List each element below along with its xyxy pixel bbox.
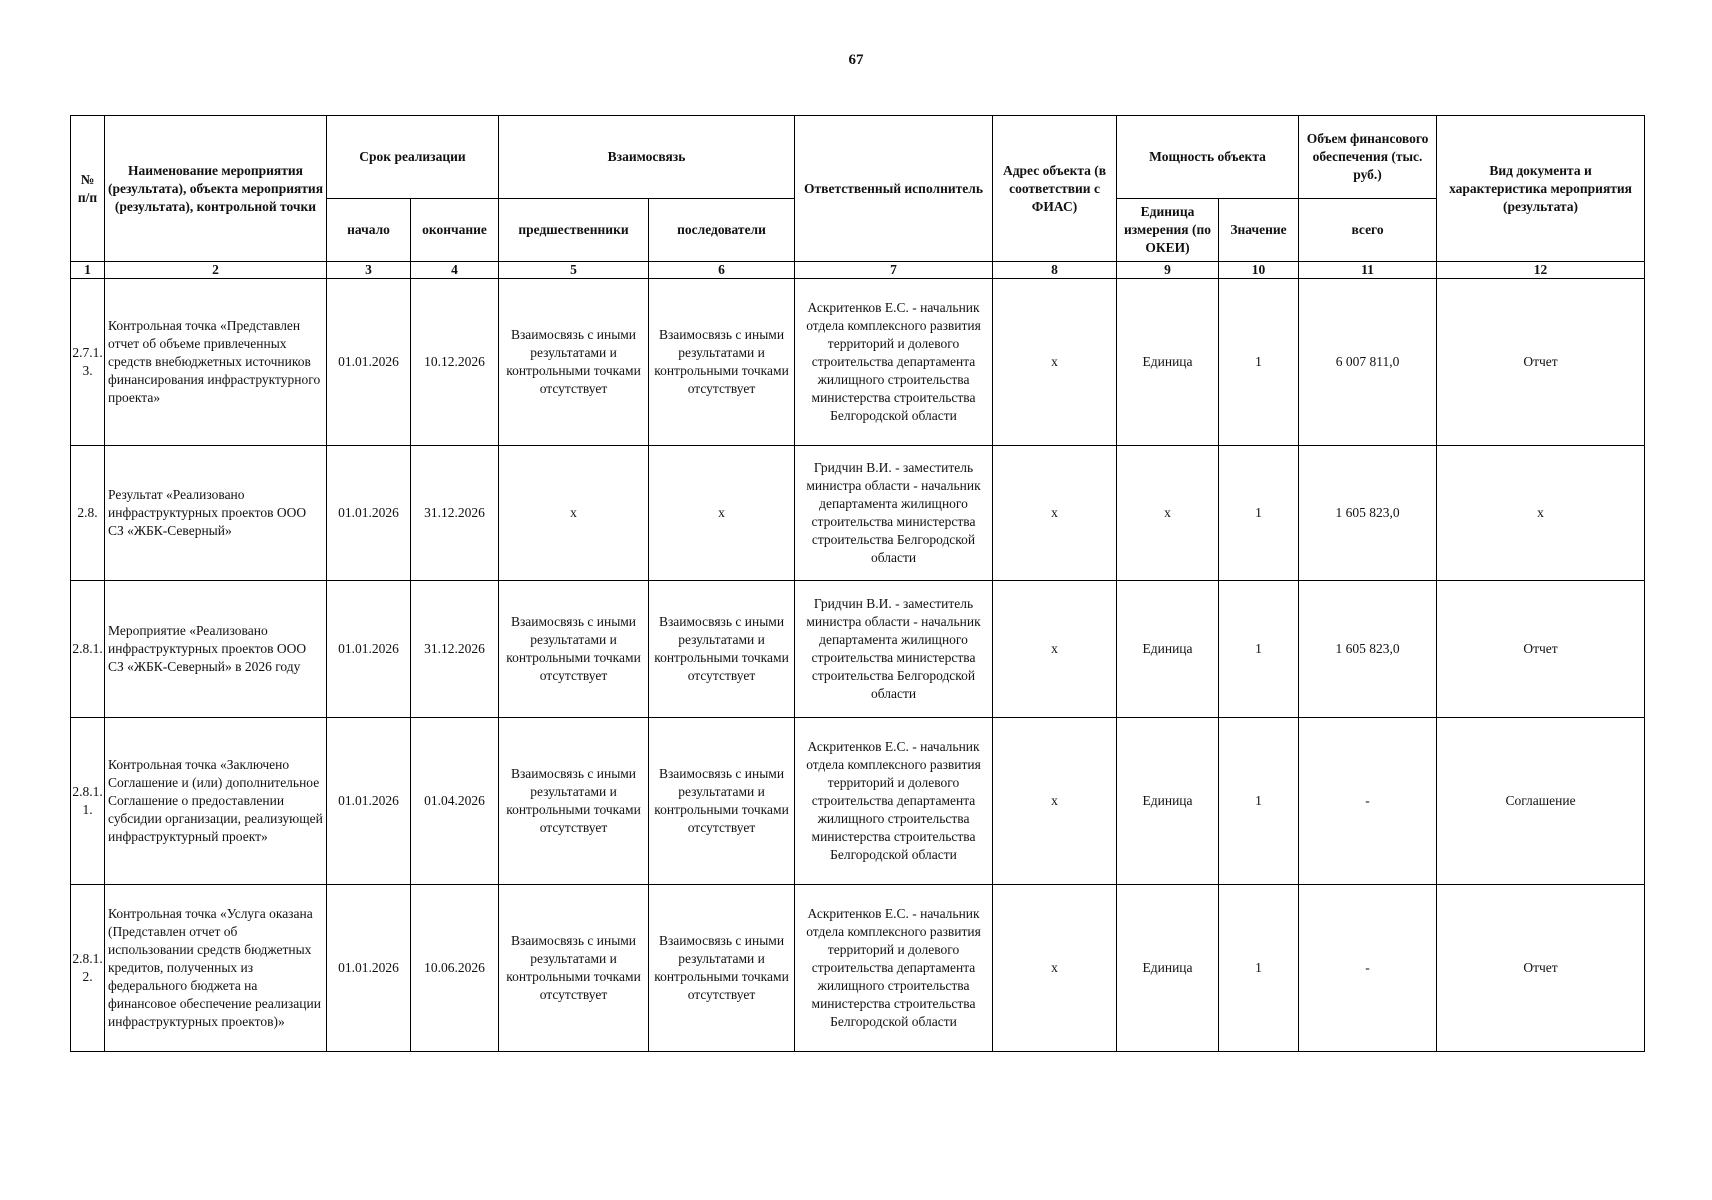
row-successors: Взаимосвязь с иными результатами и контрольными точками отсутствует: [649, 581, 795, 718]
row-value: 1: [1219, 581, 1299, 718]
header-num: № п/п: [71, 116, 105, 262]
table-row: [71, 279, 1645, 446]
row-responsible: Гридчин В.И. - заместитель министра области - начальник департамента жилищного строительства министерства строительства Белгородской области: [795, 446, 993, 581]
col-number: 6: [649, 262, 795, 279]
row-number: 2.8.1.2.: [71, 885, 105, 1052]
row-responsible: Аскритенков Е.С. - начальник отдела комплексного развития территорий и долевого строительства департамента жилищного строительства министерства строительства Белгородской области: [795, 279, 993, 446]
col-number: 4: [411, 262, 499, 279]
row-start: 01.01.2026: [327, 885, 411, 1052]
row-unit: х: [1117, 446, 1219, 581]
row-end: 10.12.2026: [411, 279, 499, 446]
row-value: 1: [1219, 446, 1299, 581]
row-total: -: [1299, 718, 1437, 885]
row-total: 6 007 811,0: [1299, 279, 1437, 446]
row-doc: х: [1437, 446, 1645, 581]
row-address: х: [993, 446, 1117, 581]
row-doc: Отчет: [1437, 581, 1645, 718]
row-value: 1: [1219, 279, 1299, 446]
row-start: 01.01.2026: [327, 718, 411, 885]
row-end: 31.12.2026: [411, 581, 499, 718]
row-name: Результат «Реализовано инфраструктурных проектов ООО СЗ «ЖБК-Северный»: [105, 446, 327, 581]
row-end: 10.06.2026: [411, 885, 499, 1052]
row-number: 2.8.1.: [71, 581, 105, 718]
row-number: 2.7.1.3.: [71, 279, 105, 446]
row-unit: Единица: [1117, 718, 1219, 885]
col-number: 7: [795, 262, 993, 279]
row-start: 01.01.2026: [327, 279, 411, 446]
row-end: 01.04.2026: [411, 718, 499, 885]
row-value: 1: [1219, 718, 1299, 885]
col-number: 2: [105, 262, 327, 279]
row-start: 01.01.2026: [327, 446, 411, 581]
row-name: Контрольная точка «Заключено Соглашение и (или) дополнительное Соглашение о предоставлении субсидии организации, реализующей инфраструктурный проект»: [105, 718, 327, 885]
row-predecessors: Взаимосвязь с иными результатами и контрольными точками отсутствует: [499, 581, 649, 718]
row-start: 01.01.2026: [327, 581, 411, 718]
header-doc: Вид документа и характеристика мероприятия (результата): [1437, 116, 1645, 262]
row-predecessors: Взаимосвязь с иными результатами и контрольными точками отсутствует: [499, 718, 649, 885]
header-start: начало: [327, 199, 411, 262]
col-number: 8: [993, 262, 1117, 279]
row-total: 1 605 823,0: [1299, 581, 1437, 718]
header-unit: Единица измерения (по ОКЕИ): [1117, 199, 1219, 262]
header-funding: Объем финансового обеспечения (тыс. руб.): [1299, 116, 1437, 199]
row-number: 2.8.1.1.: [71, 718, 105, 885]
row-number: 2.8.: [71, 446, 105, 581]
row-address: х: [993, 718, 1117, 885]
row-predecessors: х: [499, 446, 649, 581]
header-name: Наименование мероприятия (результата), объекта мероприятия (результата), контрольной точки: [105, 116, 327, 262]
row-successors: х: [649, 446, 795, 581]
row-unit: Единица: [1117, 279, 1219, 446]
table-row: [71, 446, 1645, 581]
row-doc: Соглашение: [1437, 718, 1645, 885]
row-successors: Взаимосвязь с иными результатами и контрольными точками отсутствует: [649, 718, 795, 885]
row-total: 1 605 823,0: [1299, 446, 1437, 581]
table-row: [71, 581, 1645, 718]
header-row: [71, 116, 1645, 199]
row-successors: Взаимосвязь с иными результатами и контрольными точками отсутствует: [649, 279, 795, 446]
page-number: 67: [848, 52, 864, 68]
row-address: х: [993, 581, 1117, 718]
col-number: 11: [1299, 262, 1437, 279]
header-responsible: Ответственный исполнитель: [795, 116, 993, 262]
row-value: 1: [1219, 885, 1299, 1052]
table-row: [71, 885, 1645, 1052]
row-responsible: Аскритенков Е.С. - начальник отдела комплексного развития территорий и долевого строительства департамента жилищного строительства министерства строительства Белгородской области: [795, 718, 993, 885]
row-address: х: [993, 885, 1117, 1052]
header-total: всего: [1299, 199, 1437, 262]
header-value: Значение: [1219, 199, 1299, 262]
row-responsible: Аскритенков Е.С. - начальник отдела комплексного развития территорий и долевого строительства департамента жилищного строительства министерства строительства Белгородской области: [795, 885, 993, 1052]
header-capacity: Мощность объекта: [1117, 116, 1299, 199]
row-address: х: [993, 279, 1117, 446]
row-unit: Единица: [1117, 581, 1219, 718]
col-number: 12: [1437, 262, 1645, 279]
col-number: 3: [327, 262, 411, 279]
col-number: 1: [71, 262, 105, 279]
row-successors: Взаимосвязь с иными результатами и контрольными точками отсутствует: [649, 885, 795, 1052]
row-name: Контрольная точка «Представлен отчет об объеме привлеченных средств внебюджетных источников финансирования инфраструктурного проекта»: [105, 279, 327, 446]
row-unit: Единица: [1117, 885, 1219, 1052]
table-row: [71, 718, 1645, 885]
row-name: Мероприятие «Реализовано инфраструктурных проектов ООО СЗ «ЖБК-Северный» в 2026 году: [105, 581, 327, 718]
row-responsible: Гридчин В.И. - заместитель министра области - начальник департамента жилищного строительства министерства строительства Белгородской области: [795, 581, 993, 718]
row-name: Контрольная точка «Услуга оказана (Представлен отчет об использовании средств бюджетных кредитов, полученных из федерального бюджета на финансовое обеспечение реализации инфраструктурных проектов)»: [105, 885, 327, 1052]
header-end: окончание: [411, 199, 499, 262]
header-successors: последователи: [649, 199, 795, 262]
header-address: Адрес объекта (в соответствии с ФИАС): [993, 116, 1117, 262]
col-number: 5: [499, 262, 649, 279]
header-predecessors: предшественники: [499, 199, 649, 262]
plan-table: [70, 115, 1645, 1052]
row-doc: Отчет: [1437, 885, 1645, 1052]
row-total: -: [1299, 885, 1437, 1052]
header-term: Срок реализации: [327, 116, 499, 199]
col-number: 9: [1117, 262, 1219, 279]
row-predecessors: Взаимосвязь с иными результатами и контрольными точками отсутствует: [499, 885, 649, 1052]
header-relation: Взаимосвязь: [499, 116, 795, 199]
row-predecessors: Взаимосвязь с иными результатами и контрольными точками отсутствует: [499, 279, 649, 446]
row-doc: Отчет: [1437, 279, 1645, 446]
row-end: 31.12.2026: [411, 446, 499, 581]
column-number-row: [71, 262, 1645, 279]
col-number: 10: [1219, 262, 1299, 279]
